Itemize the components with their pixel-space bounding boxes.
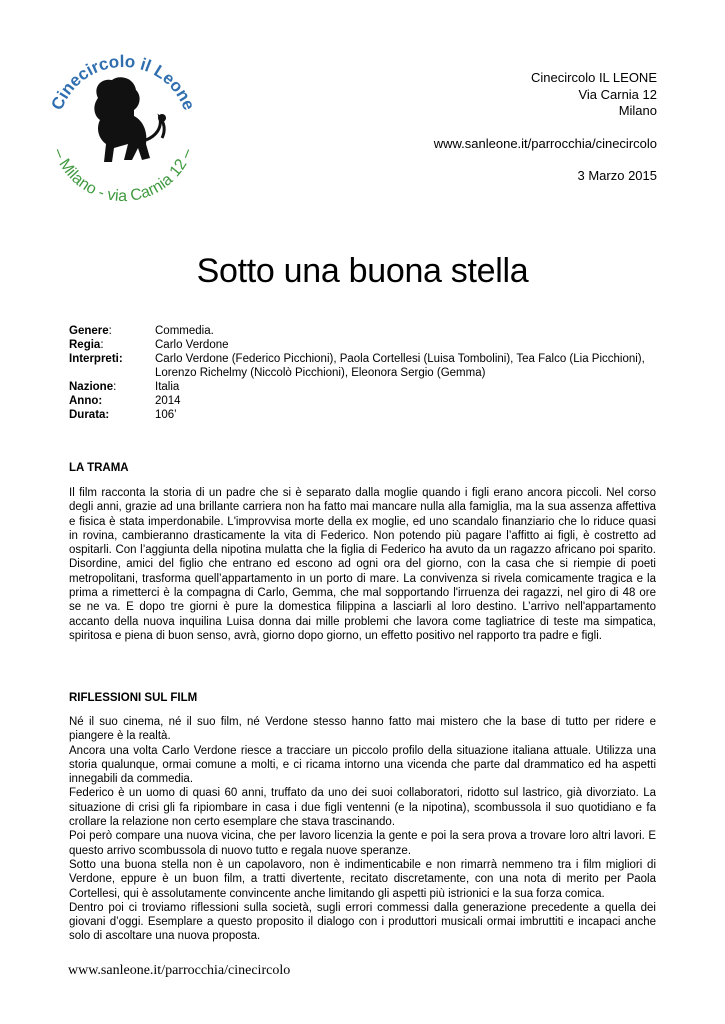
org-city: Milano — [618, 103, 657, 118]
document-date: 3 Marzo 2015 — [577, 168, 657, 183]
info-row-durata — [69, 408, 659, 422]
info-value: Italia — [155, 381, 180, 393]
film-info — [69, 324, 659, 422]
paragraph: Federico è un uomo di quasi 60 anni, truffato da uno dei suoi collaboratori, ridotto sul lastrico, già divorziato. La situazione di crisi gli fa ripiombare in casa i due figli ventenni (e la nipotina), scombussola il suo quotidiano e fa crollare la relazione non certo esemplare che stava trascinando. — [69, 787, 656, 829]
org-name: Cinecircolo IL LEONE — [531, 70, 657, 85]
info-row-nazione: Nazione: Italia — [69, 380, 659, 394]
org-address: Via Carnia 12 — [578, 86, 657, 102]
svg-text:– Milano - via Carnia 12 – — [50, 146, 196, 205]
org-website[interactable]: www.sanleone.it/parrocchia/cinecircolo — [433, 135, 657, 151]
film-title: Sotto una buona stella — [196, 252, 529, 290]
info-value: Carlo Verdone — [155, 339, 229, 351]
trama-text — [69, 486, 656, 643]
info-row-anno — [69, 394, 659, 408]
section-heading-riflessioni: RIFLESSIONI SUL FILM — [69, 692, 198, 704]
lion-icon — [94, 77, 166, 162]
info-key: Genere — [69, 325, 109, 337]
paragraph: Ancora una volta Carlo Verdone riesce a tracciare un piccolo profilo della situazione italiana attuale. Utilizza una storia qualunque, ormai comune a molti, e ci ricama intorno una vicenda che parte dal drammatico ed ha aspetti innegabili da commedia. — [69, 744, 656, 786]
info-row-regia: Regia: Carlo Verdone — [69, 338, 659, 352]
logo-bottom-text: – Milano - via Carnia 12 – — [49, 146, 197, 206]
info-key: Anno: — [69, 395, 103, 407]
paragraph: Il film racconta la storia di un padre che si è separato dalla moglie quando i figli erano ancora piccoli. Nel corso degli anni, grazie ad una brillante carriera non ha fatto mai mancare nulla alla famiglia, ma la sua assenza affettiva e fisica è stata imperdonabile. L'improvvisa morte della ex moglie, ed uno scandalo finanziario che lo riduce quasi in rovina, cambieranno drasticamente la vita di Federico. Non potendo più pagare l’affitto ai figli, è costretto ad ospitarli. Con l’aggiunta della nipotina mulatta che la figlia di Federico ha avuto da un ragazzo africano poi sparito. Disordine, amici del figlio che entrano ed escono ad ogni ora del giorno, con la casa che si riempie di poeti metropolitani, trasforma quell’appartamento in un porto di mare. La convivenza si rivela comicamente tragica e la prima a rimetterci è la compagna di Carlo, Gemma, che mal sopportando l'irruenza dei ragazzi, nel giro di 48 ore se ne va. E dopo tre giorni è pure la domestica filippina a lasciarli al loro destino. L’arrivo nell'appartamento accanto della nuova inquilina Luisa donna dai mille problemi che lavora come tagliatrice di teste ma simpatica, spiritosa e piena di buon senso, avrà, giorno dopo giorno, un effetto positivo nel rapporto tra padre e figli. — [69, 487, 656, 642]
logo-top-text: Cinecircolo il Leone — [47, 51, 199, 113]
footer-website[interactable]: www.sanleone.it/parrocchia/cinecircolo — [68, 963, 291, 978]
paragraph: Poi però compare una nuova vicina, che per lavoro licenzia la gente e poi la sera prova a trovare loro altri lavori. E questo arrivo scombussola di nuovo tutto e regala nuove speranze. — [69, 830, 656, 857]
riflessioni-text — [69, 715, 656, 944]
info-row-interpreti — [69, 352, 659, 380]
info-value: Commedia. — [155, 325, 214, 337]
info-value: 2014 — [155, 395, 181, 407]
info-row-genere: Genere: Commedia. — [69, 324, 659, 338]
paragraph: Né il suo cinema, né il suo film, né Verdone stesso hanno fatto mai mistero che la base di tutto per ridere e piangere è la realtà. — [69, 716, 656, 743]
info-key: Nazione — [69, 381, 114, 393]
section-heading-trama: LA TRAMA — [69, 462, 129, 474]
info-key: Durata: — [69, 409, 110, 421]
info-key: Interpreti: — [69, 353, 123, 365]
info-key: Regia — [69, 339, 101, 351]
info-value: Carlo Verdone (Federico Picchioni), Paola Cortellesi (Luisa Tombolini), Tea Falco (Lia Picchioni), Lorenzo Richelmy (Niccolò Picchioni), Eleonora Sergio (Gemma) — [155, 353, 645, 379]
cinecircolo-logo — [38, 40, 208, 210]
org-info — [434, 70, 657, 185]
paragraph: Sotto una buona stella non è un capolavoro, non è indimenticabile e non rimarrà nemmeno tra i film migliori di Verdone, eppure è un buon film, a tratti divertente, recitato discretamente, con una nota di merito per Paola Cortellesi, qui è assolutamente convincente anche limitando gli aspetti più istrionici e la sua forza comica. — [69, 858, 656, 900]
paragraph: Dentro poi ci troviamo riflessioni sulla società, sugli errori commessi dalla generazione precedente a quella dei giovani d’oggi. Esemplare a questo proposito il dialogo con i produttori musicali ormai imbruttiti e incapaci anche solo di ascoltare una nuova proposta. — [69, 901, 656, 943]
info-value: 106’ — [155, 409, 177, 421]
